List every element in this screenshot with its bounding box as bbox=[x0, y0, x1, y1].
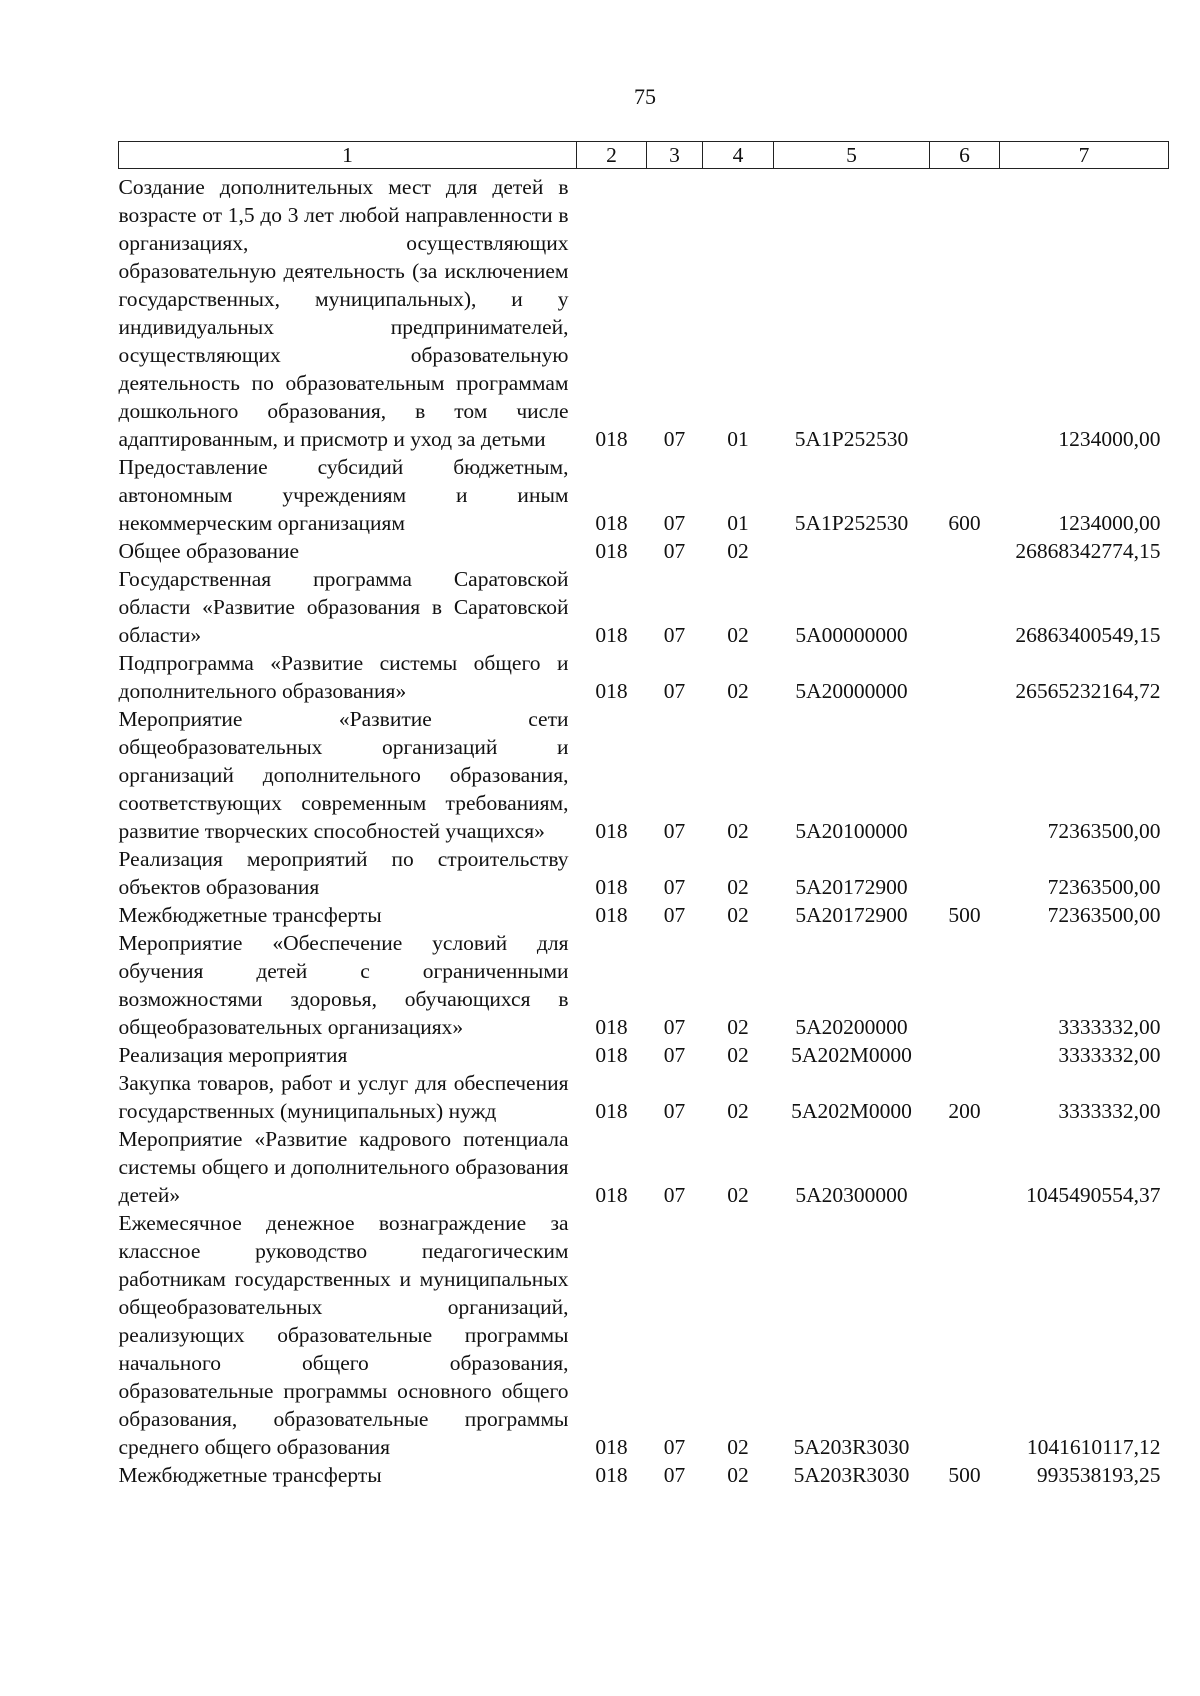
ministry-code-cell: 018 bbox=[595, 819, 628, 843]
target-article-cell: 5А20172900 bbox=[795, 875, 908, 899]
ministry-code-cell: 018 bbox=[595, 1463, 628, 1487]
subsection-code-cell: 02 bbox=[727, 1043, 749, 1067]
expense-type-cell bbox=[930, 1041, 1000, 1069]
ministry-code-cell: 018 bbox=[595, 875, 628, 899]
table-row bbox=[119, 173, 1169, 453]
ministry-code-cell: 018 bbox=[595, 903, 628, 927]
expense-type-cell: 600 bbox=[948, 511, 981, 535]
table-row bbox=[119, 1041, 1169, 1069]
header-col-2: 2 bbox=[577, 142, 647, 169]
item-name-cell: Государственная программа Саратовской области «Развитие образования в Саратовской области» bbox=[118, 567, 569, 647]
amount-cell: 72363500,00 bbox=[1047, 903, 1161, 927]
item-name-cell: Межбюджетные трансферты bbox=[118, 903, 382, 927]
header-col-7: 7 bbox=[1000, 142, 1169, 169]
target-article-cell: 5А202М0000 bbox=[791, 1099, 912, 1123]
target-article-cell: 5А203R3030 bbox=[793, 1463, 910, 1487]
ministry-code-cell: 018 bbox=[595, 1043, 628, 1067]
item-name-cell: Мероприятие «Развитие кадрового потенциала системы общего и дополнительного образования детей» bbox=[118, 1127, 569, 1207]
table-row bbox=[119, 453, 1169, 537]
page-number: 75 bbox=[634, 84, 656, 109]
subsection-code-cell: 02 bbox=[727, 903, 749, 927]
table-body bbox=[119, 169, 1169, 1490]
target-article-cell: 5А20300000 bbox=[795, 1183, 908, 1207]
section-code-cell: 07 bbox=[663, 511, 686, 535]
subsection-code-cell: 02 bbox=[727, 1463, 749, 1487]
ministry-code-cell: 018 bbox=[595, 1183, 628, 1207]
section-code-cell: 07 bbox=[663, 539, 686, 563]
item-name-cell: Общее образование bbox=[118, 539, 300, 563]
item-name-cell: Закупка товаров, работ и услуг для обеспечения государственных (муниципальных) нужд bbox=[118, 1071, 569, 1123]
item-name-cell: Ежемесячное денежное вознаграждение за классное руководство педагогическим работникам государственных и муниципальных общеобразовательных организаций, реализующих образовательные программы начального общего образования, образовательные программы основного общего образования, образовательные программы среднего общего образования bbox=[118, 1211, 569, 1459]
table-row bbox=[119, 901, 1169, 929]
table-row bbox=[119, 1209, 1169, 1461]
item-name-cell: Реализация мероприятия bbox=[118, 1043, 348, 1067]
section-code-cell: 07 bbox=[663, 1435, 686, 1459]
amount-cell: 3333332,00 bbox=[1058, 1015, 1161, 1039]
item-name-cell: Предоставление субсидий бюджетным, автономным учреждениям и иным некоммерческим организациям bbox=[118, 455, 569, 535]
section-code-cell: 07 bbox=[663, 903, 686, 927]
item-name-cell: Межбюджетные трансферты bbox=[118, 1463, 382, 1487]
ministry-code-cell: 018 bbox=[595, 679, 628, 703]
amount-cell: 72363500,00 bbox=[1047, 819, 1161, 843]
amount-cell: 1045490554,37 bbox=[1026, 1183, 1161, 1207]
expense-type-cell bbox=[930, 649, 1000, 705]
amount-cell: 1234000,00 bbox=[1058, 511, 1161, 535]
section-code-cell: 07 bbox=[663, 1183, 686, 1207]
expense-type-cell bbox=[930, 705, 1000, 845]
amount-cell: 993538193,25 bbox=[1036, 1463, 1161, 1487]
amount-cell: 1041610117,12 bbox=[1026, 1435, 1161, 1459]
expense-type-cell: 500 bbox=[948, 903, 981, 927]
target-article-cell bbox=[774, 537, 930, 565]
subsection-code-cell: 02 bbox=[727, 1183, 749, 1207]
amount-cell: 72363500,00 bbox=[1047, 875, 1161, 899]
subsection-code-cell: 02 bbox=[727, 679, 749, 703]
expense-type-cell bbox=[930, 565, 1000, 649]
table-row bbox=[119, 1125, 1169, 1209]
target-article-cell: 5А20172900 bbox=[795, 903, 908, 927]
header-col-1: 1 bbox=[119, 142, 577, 169]
target-article-cell: 5А202М0000 bbox=[791, 1043, 912, 1067]
section-code-cell: 07 bbox=[663, 875, 686, 899]
item-name-cell: Реализация мероприятий по строительству объектов образования bbox=[118, 847, 569, 899]
amount-cell: 1234000,00 bbox=[1058, 427, 1161, 451]
ministry-code-cell: 018 bbox=[595, 623, 628, 647]
expense-type-cell bbox=[930, 537, 1000, 565]
subsection-code-cell: 02 bbox=[727, 1099, 749, 1123]
section-code-cell: 07 bbox=[663, 1015, 686, 1039]
amount-cell: 26565232164,72 bbox=[1015, 679, 1161, 703]
expense-type-cell bbox=[930, 173, 1000, 453]
subsection-code-cell: 01 bbox=[727, 427, 749, 451]
subsection-code-cell: 02 bbox=[727, 875, 749, 899]
header-col-3: 3 bbox=[647, 142, 703, 169]
expense-type-cell bbox=[930, 1209, 1000, 1461]
header-col-5: 5 bbox=[774, 142, 930, 169]
section-code-cell: 07 bbox=[663, 623, 686, 647]
amount-cell: 3333332,00 bbox=[1058, 1043, 1161, 1067]
subsection-code-cell: 02 bbox=[727, 1435, 749, 1459]
target-article-cell: 5А1Р252530 bbox=[794, 511, 909, 535]
header-row bbox=[119, 142, 1169, 169]
expense-type-cell bbox=[930, 845, 1000, 901]
item-name-cell: Мероприятие «Развитие сети общеобразовательных организаций и организаций дополнительного образования, соответствующих современным требованиям, развитие творческих способностей учащихся» bbox=[118, 707, 569, 843]
item-name-cell: Подпрограмма «Развитие системы общего и дополнительного образования» bbox=[118, 651, 569, 703]
target-article-cell: 5А203R3030 bbox=[793, 1435, 910, 1459]
target-article-cell: 5А1Р252530 bbox=[794, 427, 909, 451]
amount-cell: 26868342774,15 bbox=[1015, 539, 1161, 563]
table-row bbox=[119, 705, 1169, 845]
header-col-4: 4 bbox=[703, 142, 774, 169]
table-row bbox=[119, 649, 1169, 705]
target-article-cell: 5А20200000 bbox=[795, 1015, 908, 1039]
expense-type-cell bbox=[930, 1125, 1000, 1209]
ministry-code-cell: 018 bbox=[595, 539, 628, 563]
table-header bbox=[119, 142, 1169, 169]
ministry-code-cell: 018 bbox=[595, 1435, 628, 1459]
table-row bbox=[119, 565, 1169, 649]
header-col-6: 6 bbox=[930, 142, 1000, 169]
ministry-code-cell: 018 bbox=[595, 1015, 628, 1039]
section-code-cell: 07 bbox=[663, 679, 686, 703]
ministry-code-cell: 018 bbox=[595, 511, 628, 535]
target-article-cell: 5А20100000 bbox=[795, 819, 908, 843]
table-row bbox=[119, 845, 1169, 901]
item-name-cell: Создание дополнительных мест для детей в возрасте от 1,5 до 3 лет любой направленности в организациях, осуществляющих образовательную деятельность (за исключением государственных, муниципальных), и у индивидуальных предпринимателей, осуществляющих образовательную деятельность по образовательным программам дошкольного образования, в том числе адаптированным, и присмотр и уход за детьми bbox=[118, 175, 569, 451]
section-code-cell: 07 bbox=[663, 1043, 686, 1067]
expense-type-cell: 500 bbox=[948, 1463, 981, 1487]
amount-cell: 26863400549,15 bbox=[1015, 623, 1161, 647]
amount-cell: 3333332,00 bbox=[1058, 1099, 1161, 1123]
budget-table bbox=[118, 141, 1169, 1489]
target-article-cell: 5А00000000 bbox=[795, 623, 908, 647]
ministry-code-cell: 018 bbox=[595, 427, 628, 451]
subsection-code-cell: 02 bbox=[727, 623, 749, 647]
subsection-code-cell: 02 bbox=[727, 819, 749, 843]
ministry-code-cell: 018 bbox=[595, 1099, 628, 1123]
expense-type-cell bbox=[930, 929, 1000, 1041]
table-row bbox=[119, 929, 1169, 1041]
subsection-code-cell: 02 bbox=[727, 539, 749, 563]
section-code-cell: 07 bbox=[663, 1099, 686, 1123]
table-row bbox=[119, 1461, 1169, 1489]
subsection-code-cell: 01 bbox=[727, 511, 749, 535]
target-article-cell: 5А20000000 bbox=[795, 679, 908, 703]
item-name-cell: Мероприятие «Обеспечение условий для обучения детей с ограниченными возможностями здоровья, обучающихся в общеобразовательных организациях» bbox=[118, 931, 569, 1039]
table-row bbox=[119, 1069, 1169, 1125]
section-code-cell: 07 bbox=[663, 427, 686, 451]
section-code-cell: 07 bbox=[663, 1463, 686, 1487]
expense-type-cell: 200 bbox=[948, 1099, 981, 1123]
table-row bbox=[119, 537, 1169, 565]
section-code-cell: 07 bbox=[663, 819, 686, 843]
subsection-code-cell: 02 bbox=[727, 1015, 749, 1039]
